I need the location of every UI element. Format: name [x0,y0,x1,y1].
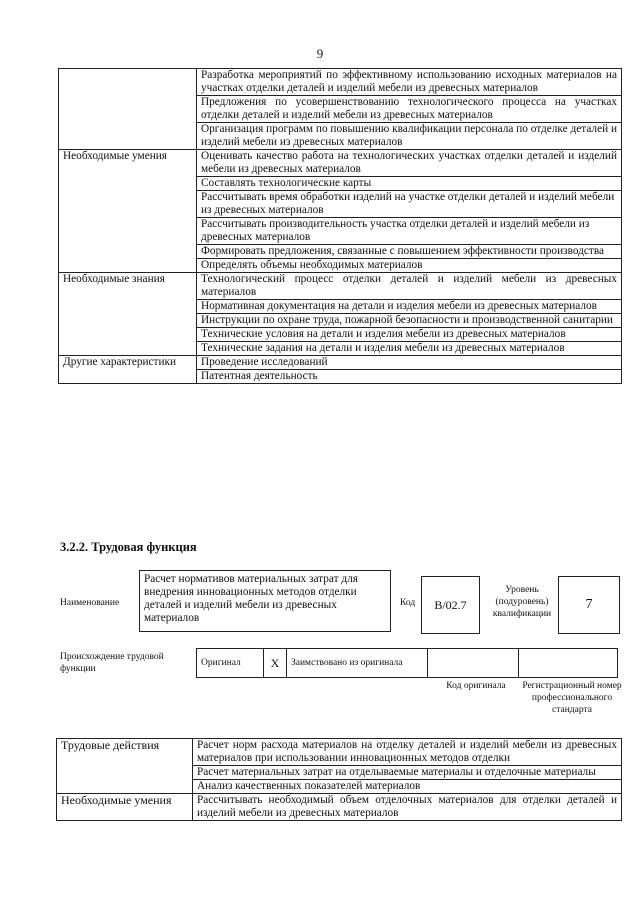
row-label [59,218,197,245]
row-text: Расчет норм расхода материалов на отделку деталей и изделий мебели из древесных материалов при использовании инновационных методов отделки [193,739,622,766]
table-row [59,314,622,328]
row-text: Рассчитывать производительность участка отделки деталей и изделий мебели из древесных материалов [197,218,622,245]
row-text: Рассчитывать необходимый объем отделочных материалов для отделки деталей и изделий мебели из древесных материалов [193,794,622,821]
table-row [59,177,622,191]
row-text: Нормативная документация на детали и изделия мебели из древесных материалов [197,300,622,314]
row-text: Технические условия на детали и изделия мебели из древесных материалов [197,328,622,342]
registration-number-cell [519,649,618,678]
table-row [59,123,622,150]
row-label [59,123,197,150]
original-label: Оригинал [197,649,264,678]
row-label [59,191,197,218]
labor-actions-table [56,738,622,821]
table-row [59,273,622,300]
table-row [59,259,622,273]
row-text: Технологический процесс отделки деталей и изделий мебели из древесных материалов [197,273,622,300]
borrowed-label: Заимствовано из оригинала [287,649,428,678]
table-row [59,218,622,245]
level-label: Уровень (подуровень) квалификации [492,585,552,619]
row-text: Инструкции по охране труда, пожарной безопасности и производственной санитарии [197,314,622,328]
page-number: 9 [316,46,324,61]
row-label [59,96,197,123]
row-label [59,177,197,191]
row-text: Составлять технологические карты [197,177,622,191]
original-code-cell [428,649,519,678]
row-label [59,259,197,273]
name-label: Наименование [60,598,120,608]
row-text: Оценивать качество работа на технологических участках отделки деталей и изделий мебели из древесных материалов [197,150,622,177]
table-row [57,780,622,794]
row-text: Расчет материальных затрат на отделываемые материалы и отделочные материалы [193,766,622,780]
table-row [59,342,622,356]
row-label [59,245,197,259]
row-text: Организация программ по повышению квалификации персонала по отделке деталей и изделий мебели из древесных материалов [197,123,622,150]
table-row [57,739,622,766]
table-row [59,328,622,342]
row-text: Проведение исследований [197,356,622,370]
table-row [59,370,622,384]
row-label: Трудовые действия [57,739,193,766]
row-text: Анализ качественных показателей материалов [193,780,622,794]
table-row [59,69,622,96]
row-label [57,780,193,794]
code-label: Код [400,598,416,608]
table-row [59,356,622,370]
row-text: Определять объемы необходимых материалов [197,259,622,273]
code-caption: Код оригинала [446,681,506,691]
row-text: Технические задания на детали и изделия мебели из древесных материалов [197,342,622,356]
row-label: Необходимые умения [57,794,193,821]
row-label: Необходимые знания [59,273,197,300]
row-label [59,370,197,384]
table-row [59,245,622,259]
row-text: Предложения по усовершенствованию технологического процесса на участках отделки деталей и изделий мебели из древесных материалов [197,96,622,123]
table-row [59,300,622,314]
row-label: Другие характеристики [59,356,197,370]
table-row [57,794,622,821]
section-title: 3.2.2. Трудовая функция [60,540,197,554]
row-text: Патентная деятельность [197,370,622,384]
row-label [57,766,193,780]
table-row [59,191,622,218]
function-name-box: Расчет нормативов материальных затрат для внедрения инновационных методов отделки деталей и изделий мебели из древесных материалов [139,570,391,632]
code-box: B/02.7 [421,576,480,634]
row-label [59,328,197,342]
row-text: Формировать предложения, связанные с повышением эффективности производства [197,245,622,259]
row-label: Необходимые умения [59,150,197,177]
origin-table [196,648,618,678]
level-box: 7 [558,576,620,634]
registration-caption: Регистрационный номер профессионального стандарта [522,681,622,715]
row-text: Разработка мероприятий по эффективному использованию исходных материалов на участках отделки деталей и изделий мебели из древесных материалов [197,69,622,96]
row-label [59,314,197,328]
row-text: Рассчитывать время обработки изделий на участке отделки деталей и изделий мебели из древесных материалов [197,191,622,218]
origin-label: Происхождение трудовой функции [60,652,164,674]
row-label [59,342,197,356]
row-label [59,69,197,96]
table-row [57,766,622,780]
original-mark: X [264,649,287,678]
table-row [59,96,622,123]
requirements-table [58,68,622,384]
row-label [59,300,197,314]
table-row [59,150,622,177]
